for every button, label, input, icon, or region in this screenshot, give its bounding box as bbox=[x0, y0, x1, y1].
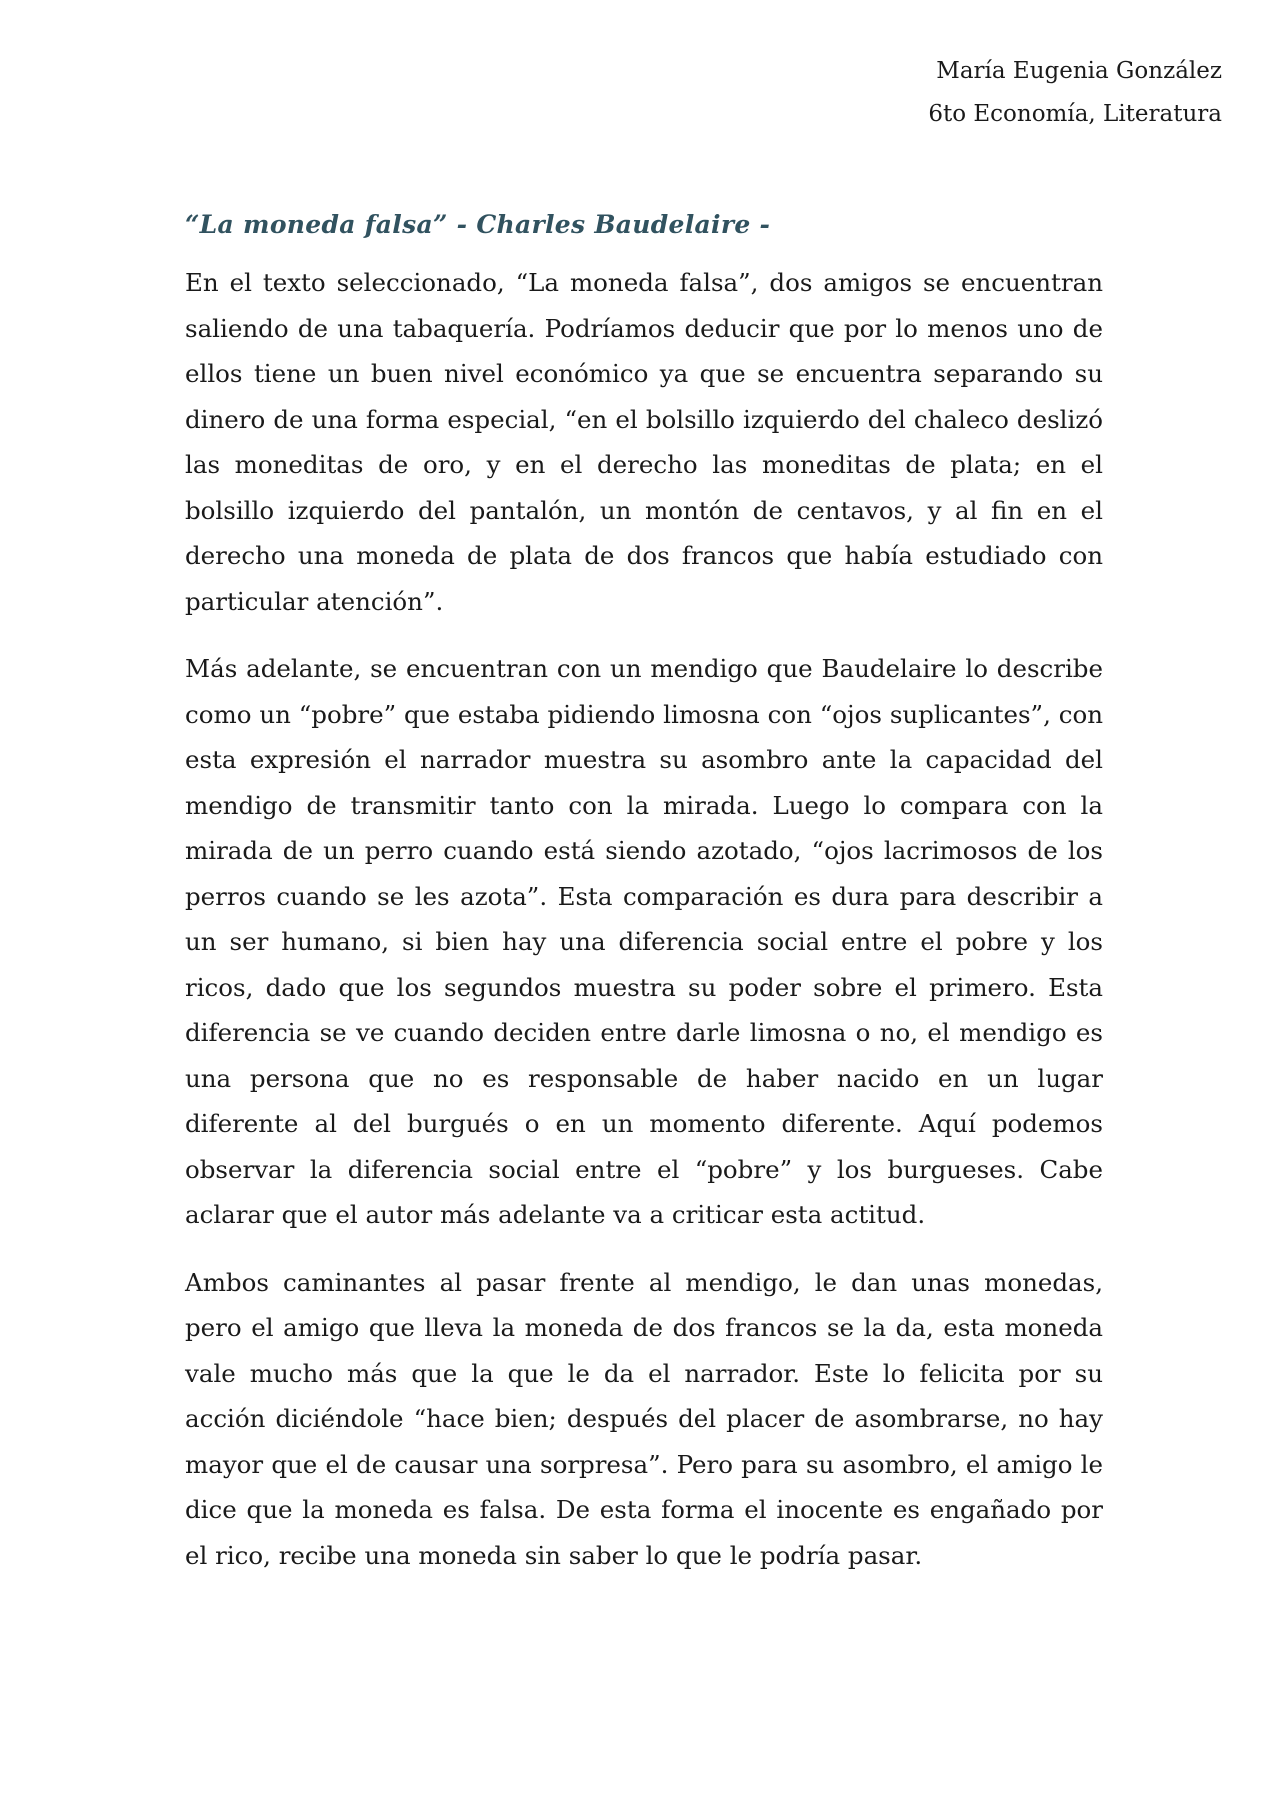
author-name: María Eugenia González bbox=[936, 58, 1222, 84]
paragraph-1: En el texto seleccionado, “La moneda falsa”, dos amigos se encuentran saliendo de una tabaquería. Podríamos deducir que por lo menos uno de ellos tiene un buen nivel económico ya que se encuentra separando su dinero de una forma especial, “en el bolsillo izquierdo del chaleco deslizó las moneditas de oro, y en el derecho las moneditas de plata; en el bolsillo izquierdo del pantalón, un montón de centavos, y al fin en el derecho una moneda de plata de dos francos que había estudiado con particular atención”. bbox=[185, 268, 1103, 616]
document-title: “La moneda falsa” - Charles Baudelaire - bbox=[185, 210, 771, 239]
paragraph-2: Más adelante, se encuentran con un mendigo que Baudelaire lo describe como un “pobre” que estaba pidiendo limosna con “ojos suplicantes”, con esta expresión el narrador muestra su asombro ante la capacidad del mendigo de transmitir tanto con la mirada. Luego lo compara con la mirada de un perro cuando está siendo azotado, “ojos lacrimosos de los perros cuando se les azota”. Esta comparación es dura para describir a un ser humano, si bien hay una diferencia social entre el pobre y los ricos, dado que los segundos muestra su poder sobre el primero. Esta diferencia se ve cuando deciden entre darle limosna o no, el mendigo es una persona que no es responsable de haber nacido en un lugar diferente al del burgués o en un momento diferente. Aquí podemos observar la diferencia social entre el “pobre” y los burgueses. Cabe aclarar que el autor más adelante va a criticar esta actitud. bbox=[185, 654, 1103, 1229]
document-header bbox=[928, 50, 1222, 136]
paragraph-3: Ambos caminantes al pasar frente al mendigo, le dan unas monedas, pero el amigo que lleva la moneda de dos francos se la da, esta moneda vale mucho más que la que le da el narrador. Este lo felicita por su acción diciéndole “hace bien; después del placer de asombrarse, no hay mayor que el de causar una sorpresa”. Pero para su asombro, el amigo le dice que la moneda es falsa. De esta forma el inocente es engañado por el rico, recibe una moneda sin saber lo que le podría pasar. bbox=[185, 1267, 1103, 1570]
document-body bbox=[185, 260, 1103, 1600]
course-info: 6to Economía, Literatura bbox=[928, 101, 1222, 127]
